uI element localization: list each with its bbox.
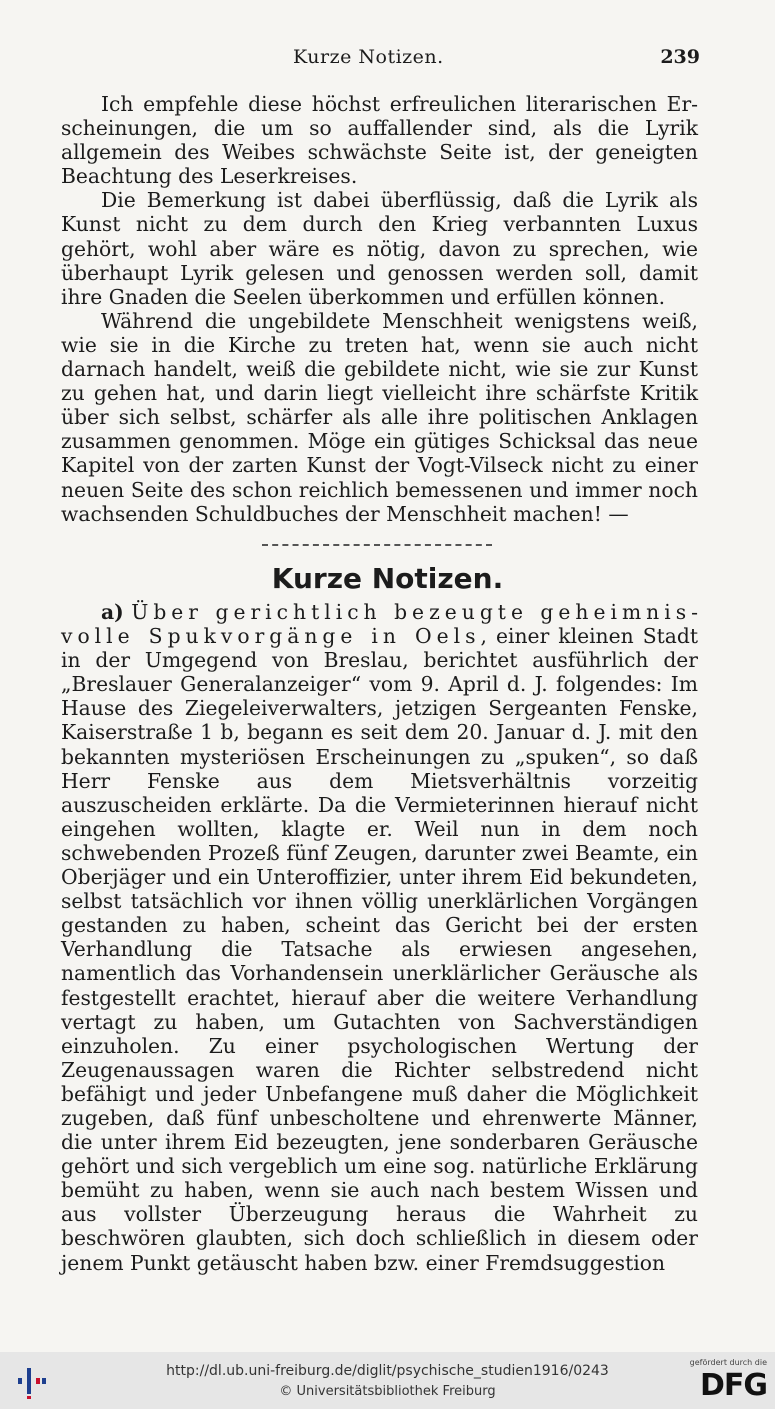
running-title: Kurze Notizen. bbox=[293, 46, 444, 68]
dfg-wordmark: DFG bbox=[699, 1368, 767, 1403]
permalink-url[interactable]: http://dl.ub.uni-freiburg.de/diglit/psychische_studien1916/0243 bbox=[166, 1363, 609, 1379]
page-number: 239 bbox=[660, 46, 700, 68]
item-marker: a) bbox=[101, 600, 124, 624]
viewer-footer bbox=[0, 1352, 775, 1409]
item-text: , einer kleinen Stadt in der Umgegend von Breslau, berichtet ausführlich der „Breslauer Generalanzeiger“ vom 9. April d. J. folgendes: Im Hause des Ziegeleiverwalters, jetzigen Sergeanten Fenske, Kaiserstraße 1 b, begann es seit dem 20. Januar d. J. mit den bekannten mysteriösen Erscheinungen zu „spuken“, so daß Herr Fenske aus dem Mietsverhältnis vorzeitig auszuscheiden erklärte. Da die Vermieterinnen hierauf nicht eingehen wollten, klagte er. Weil nun in dem noch schwebenden Prozeß fünf Zeugen, darunter zwei Beamte, ein Oberjäger und ein Unteroffizier, unter ihrem Eid bekundeten, selbst tatsächlich vor ihnen völlig unerklärlichen Vorgängen gestanden zu haben, scheint das Gericht bei der ersten Verhandlung die Tatsache als erwiesen angesehen, namentlich das Vorhandensein unerklärlicher Geräusche als festgestellt erachtet, hierauf aber die weitere Verhandlung vertagt zu haben, um Gutachten von Sachverständigen einzuholen. Zu einer psychologischen Wertung der Zeugenaussagen waren die Richter selbstredend nicht befähigt und jeder Unbefangene muß daher die Möglichkeit zugeben, daß fünf unbescholtene und ehrenwerte Männer, die unter ihrem Eid bezeugten, jene sonderbaren Geräusche gehört und sich vergeblich um eine sog. natürliche Erklärung bemüht zu haben, wenn sie auch nach bestem Wissen und aus vollster Überzeugung heraus die Wahrheit zu beschwören glaubten, sich doch schließlich in diesem oder jenem Punkt getäuscht haben bzw. einer Fremdsuggestion bbox=[61, 624, 698, 1275]
section-title: Kurze Notizen. bbox=[271, 562, 504, 595]
paragraph-3: Während die ungebildete Menschheit wenigstens weiß, wie sie in die Kirche zu treten hat, wenn sie auch nicht darnach handelt, weiß die gebildete nicht, wie sie zur Kunst zu gehen hat, und darin liegt vielleicht ihre schärfste Kritik über sich selbst, schärfer als alle ihre politischen Anklagen zusammen genommen. Möge ein gütiges Schicksal das neue Kapitel von der zarten Kunst der Vogt-Vilseck nicht zu einer neuen Seite des schon reichlich bemessenen und immer noch wachsenden Schuldbuches der Menschheit machen! — bbox=[61, 308, 698, 526]
notice-text-block bbox=[61, 600, 698, 1275]
notice-paragraph bbox=[61, 600, 698, 1275]
running-head bbox=[60, 46, 700, 74]
paragraph-2: Die Bemerkung ist dabei überflüssig, daß die Lyrik als Kunst nicht zu dem durch den Krieg verbannten Luxus gehört, wohl aber wäre es nötig, davon zu sprechen, wie überhaupt Lyrik gelesen und genossen werden soll, damit ihre Gnaden die Seelen überkommen und erfüllen können. bbox=[61, 188, 698, 309]
item-heading: Über gerichtlich bezeugte geheimnisvolle Spukvorgänge in Oels bbox=[61, 600, 699, 649]
dfg-caption: gefördert durch die bbox=[689, 1358, 767, 1367]
copyright-notice: © Universitätsbibliothek Freiburg bbox=[279, 1384, 496, 1399]
section-divider bbox=[262, 544, 492, 550]
review-text-block bbox=[61, 92, 698, 526]
dfg-logo[interactable] bbox=[685, 1358, 767, 1404]
paragraph-1: Ich empfehle diese höchst erfreulichen literarischen Erscheinungen, die um so auffallender sind, als die Lyrik allgemein des Weibes schwächste Seite ist, der geneigten Beachtung des Leserkreises. bbox=[61, 92, 698, 189]
